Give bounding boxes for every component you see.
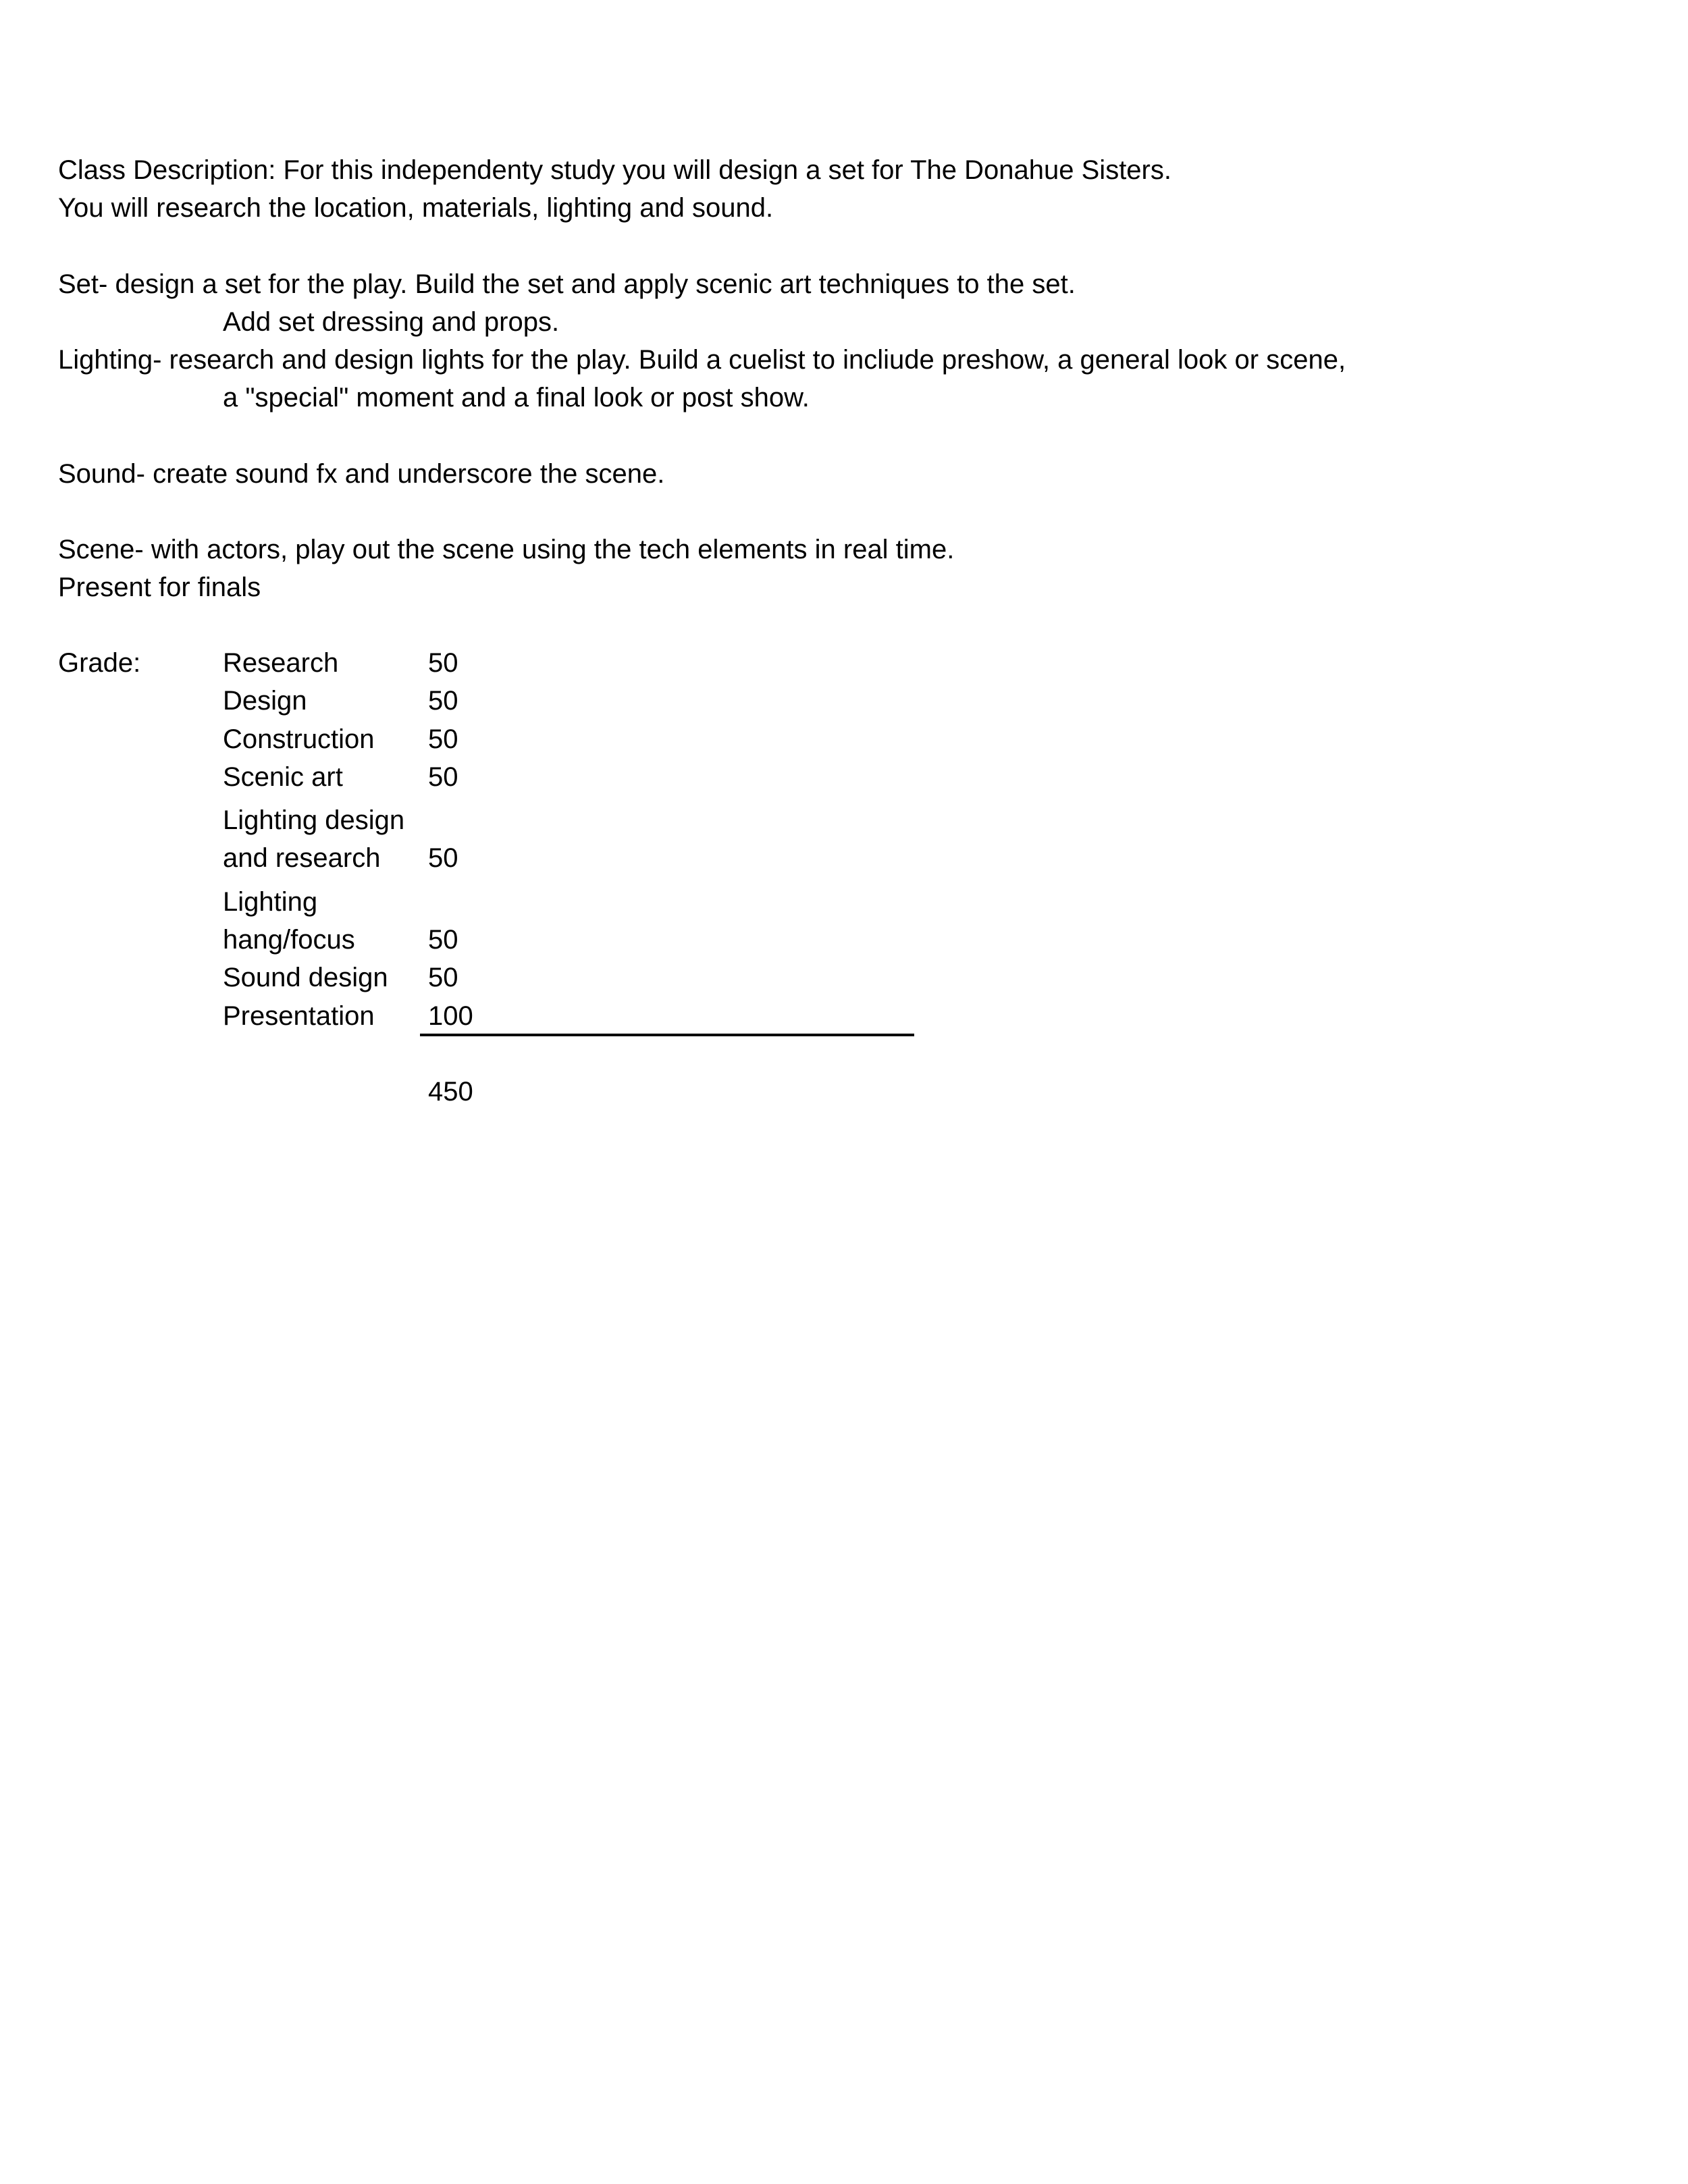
grade-item-construction: Construction [223,724,375,754]
set-description-line-2: Add set dressing and props. [223,307,560,337]
grade-item-design: Design [223,686,307,716]
sound-description-line-1: Sound- create sound fx and underscore the scene. [58,459,665,489]
grade-points-construction: 50 [428,724,458,754]
scene-description-line-1: Scene- with actors, play out the scene using the tech elements in real time. [58,535,955,564]
grade-item-lighting-hang-line-2: hang/focus [223,925,355,955]
grade-label: Grade: [58,648,141,678]
grade-points-lighting-design: 50 [428,843,458,873]
grade-item-presentation: Presentation [223,1001,375,1031]
lighting-description-line-2: a "special" moment and a final look or post show. [223,383,810,412]
grade-item-research: Research [223,648,339,678]
set-description-line-1: Set- design a set for the play. Build the set and apply scenic art techniques to the set. [58,269,1076,299]
grade-points-sound-design: 50 [428,963,458,992]
total-underline [420,1034,914,1036]
grade-points-scenic-art: 50 [428,762,458,792]
class-description-line-2: You will research the location, materials, lighting and sound. [58,193,774,223]
grade-item-sound-design: Sound design [223,963,388,992]
grade-item-lighting-design-line-1: Lighting design [223,805,405,835]
grade-points-design: 50 [428,686,458,716]
grade-item-lighting-hang-line-1: Lighting [223,887,318,917]
grade-item-lighting-design-line-2: and research [223,843,381,873]
grade-total: 450 [428,1077,473,1107]
scene-description-line-2: Present for finals [58,572,261,602]
grade-points-research: 50 [428,648,458,678]
grade-item-scenic-art: Scenic art [223,762,343,792]
grade-points-presentation: 100 [428,1001,473,1031]
grade-points-lighting-hang: 50 [428,925,458,955]
lighting-description-line-1: Lighting- research and design lights for the play. Build a cuelist to incliude preshow, a general look or scene, [58,345,1346,375]
class-description-line-1: Class Description: For this independenty study you will design a set for The Donahue Sisters. [58,155,1171,185]
